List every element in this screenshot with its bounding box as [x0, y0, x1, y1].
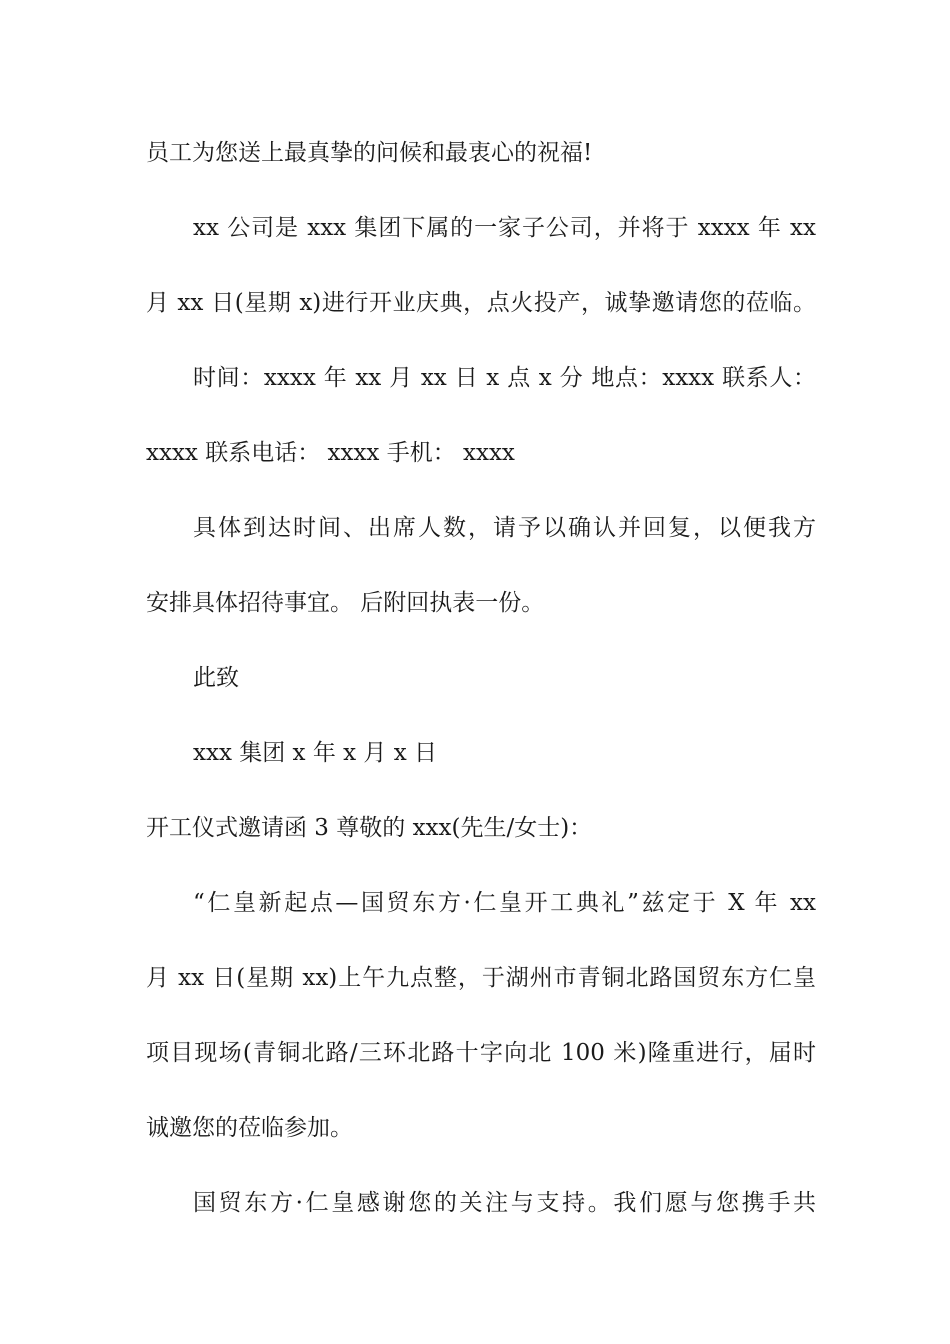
salutation-closing: 此致 [193, 665, 239, 691]
text-line: 项目现场(青铜北路/三环北路十字向北 100 米)隆重进行，届时 [146, 1040, 816, 1066]
text-line: 月 xx 日(星期 xx)上午九点整，于湖州市青铜北路国贸东方仁皇 [146, 965, 816, 991]
text-line: 时间：xxxx 年 xx 月 xx 日 x 点 x 分 地点：xxxx 联系人： [193, 365, 816, 391]
letter-body [146, 116, 816, 1241]
text-line: 月 xx 日(星期 x)进行开业庆典，点火投产，诚挚邀请您的莅临。 [146, 290, 816, 316]
text-line: 安排具体招待事宜。 后附回执表一份。 [146, 590, 545, 616]
text-line: 诚邀您的莅临参加。 [146, 1115, 353, 1141]
text-line: xx 公司是 xxx 集团下属的一家子公司，并将于 xxxx 年 xx [193, 215, 816, 241]
signature-date: xxx 集团 x 年 x 月 x 日 [193, 740, 438, 766]
text-line: 具体到达时间、出席人数，请予以确认并回复，以便我方 [193, 515, 816, 541]
section-heading: 开工仪式邀请函 3 尊敬的 xxx(先生/女士)： [146, 815, 593, 841]
text-line: “仁皇新起点—国贸东方·仁皇开工典礼”兹定于 X 年 xx [193, 890, 816, 916]
text-line: xxxx 联系电话： xxxx 手机： xxxx [146, 440, 515, 466]
text-line: 员工为您送上最真挚的问候和最衷心的祝福! [146, 140, 593, 166]
text-line: 国贸东方·仁皇感谢您的关注与支持。我们愿与您携手共 [193, 1190, 816, 1216]
